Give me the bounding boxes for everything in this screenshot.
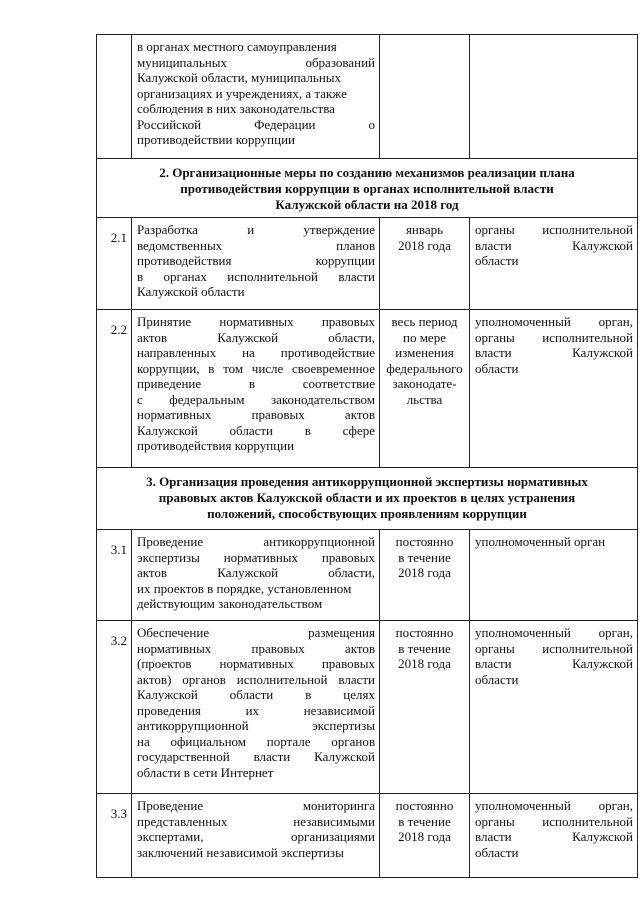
item-responsible: уполномоченный орган, органы исполнительной власти Калужской области xyxy=(470,310,638,468)
item-number: 3.2 xyxy=(97,621,132,794)
table-row xyxy=(97,35,638,159)
item-description: в органах местного самоуправления муниципальных образований Калужской области, муниципальных организациях и учреждениях, а также соблюдения в них законодательства Российской Федерации о противодействии коррупции xyxy=(132,35,380,159)
item-responsible: уполномоченный орган xyxy=(470,530,638,621)
table-row xyxy=(97,530,638,621)
item-description: Проведение антикоррупционной экспертизы нормативных правовых актов Калужской области, их проектов в порядке, установленном действующим законодательством xyxy=(132,530,380,621)
item-responsible: органы исполнительной власти Калужской области xyxy=(470,218,638,310)
table-row xyxy=(97,794,638,878)
item-number xyxy=(97,35,132,159)
item-description: Проведение мониторинга представленных независимыми экспертами, организациями заключений независимой экспертизы xyxy=(132,794,380,878)
section-heading-row xyxy=(97,468,638,530)
section-title: 2. Организационные меры по созданию механизмов реализации плана противодействия коррупции в органах исполнительной власти Калужской области на 2018 год xyxy=(97,159,638,218)
item-number: 3.1 xyxy=(97,530,132,621)
item-number: 2.1 xyxy=(97,218,132,310)
item-term: постоянно в течение 2018 года xyxy=(380,530,470,621)
item-term: постоянно в течение 2018 года xyxy=(380,621,470,794)
section-heading-row xyxy=(97,159,638,218)
item-responsible: уполномоченный орган, органы исполнительной власти Калужской области xyxy=(470,621,638,794)
item-term: весь период по мере изменения федерального законодате- льства xyxy=(380,310,470,468)
item-number: 2.2 xyxy=(97,310,132,468)
item-responsible: уполномоченный орган, органы исполнительной власти Калужской области xyxy=(470,794,638,878)
table-row xyxy=(97,621,638,794)
item-term: постоянно в течение 2018 года xyxy=(380,794,470,878)
item-term xyxy=(380,35,470,159)
item-number: 3.3 xyxy=(97,794,132,878)
table-row xyxy=(97,310,638,468)
item-responsible xyxy=(470,35,638,159)
table-row xyxy=(97,218,638,310)
item-term: январь 2018 года xyxy=(380,218,470,310)
section-title: 3. Организация проведения антикоррупционной экспертизы нормативных правовых актов Калужской области и их проектов в целях устранения положений, способствующих проявлениям коррупции xyxy=(97,468,638,530)
plan-table xyxy=(96,34,638,878)
item-description: Обеспечение размещения нормативных правовых актов (проектов нормативных правовых актов) органов исполнительной власти Калужской области в целях проведения их независимой антикоррупционной экспертизы на официальном портале органов государственной власти Калужской области в сети Интернет xyxy=(132,621,380,794)
item-description: Разработка и утверждение ведомственных планов противодействия коррупции в органах исполнительной власти Калужской области xyxy=(132,218,380,310)
item-description: Принятие нормативных правовых актов Калужской области, направленных на противодействие коррупции, в том числе своевременное приведение в соответствие с федеральным законодательством нормативных правовых актов Калужской области в сфере противодействия коррупции xyxy=(132,310,380,468)
